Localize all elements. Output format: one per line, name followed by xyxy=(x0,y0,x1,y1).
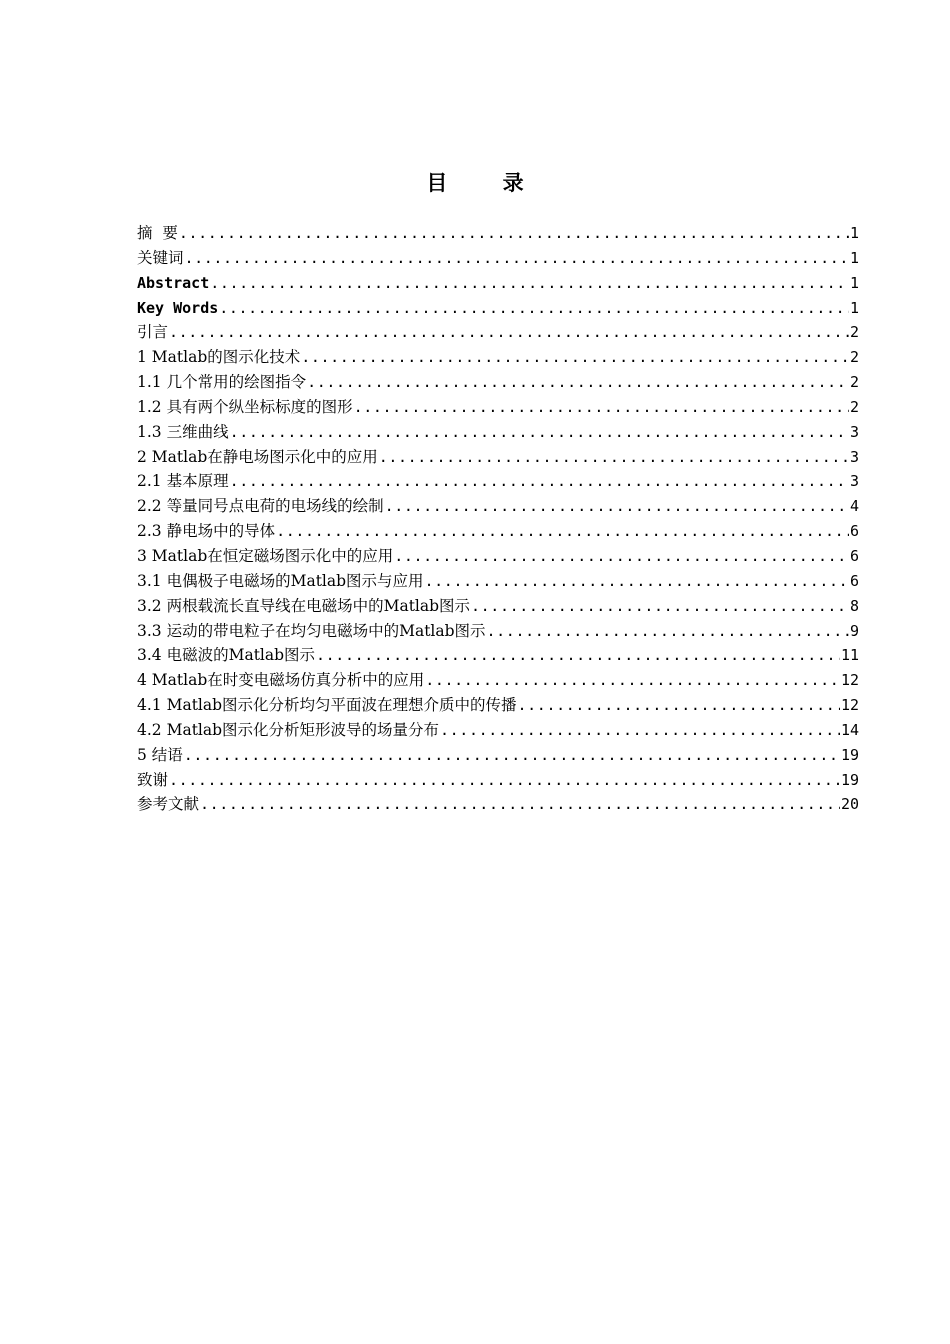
toc-entry[interactable] xyxy=(137,693,859,718)
toc-entry[interactable] xyxy=(137,221,859,246)
toc-entry-label: 4 Matlab在时变电磁场仿真分析中的应用 xyxy=(137,671,425,690)
toc-entry-label: Key Words xyxy=(137,298,219,317)
toc-entry-label: 3.2 两根载流长直导线在电磁场中的Matlab图示 xyxy=(137,596,471,615)
toc-entry-label: 致谢 xyxy=(137,770,169,789)
toc-entry-label: 关键词 xyxy=(137,248,184,267)
toc-entry-page-number: 1 xyxy=(849,273,859,292)
toc-entry-page-number: 12 xyxy=(840,671,859,690)
toc-entry-page-number: 3 xyxy=(849,447,859,466)
toc-leader-dots xyxy=(425,668,840,693)
toc-entry[interactable] xyxy=(137,370,859,395)
toc-leader-dots xyxy=(518,693,840,718)
toc-entry[interactable] xyxy=(137,395,859,420)
toc-leader-dots xyxy=(185,246,849,271)
toc-entry-label: 1.2 具有两个纵坐标标度的图形 xyxy=(137,397,353,416)
toc-entry-page-number: 12 xyxy=(840,696,859,715)
toc-entry-page-number: 1 xyxy=(849,248,859,267)
toc-entry-label: 2.3 静电场中的导体 xyxy=(137,522,276,541)
toc-entry-label: 4.2 Matlab图示化分析矩形波导的场量分布 xyxy=(137,720,440,739)
toc-entry[interactable] xyxy=(137,594,859,619)
toc-entry-label: 3 Matlab在恒定磁场图示化中的应用 xyxy=(137,546,394,565)
toc-leader-dots xyxy=(354,395,849,420)
toc-entry-label: Abstract xyxy=(137,273,210,292)
toc-entry[interactable] xyxy=(137,271,859,296)
toc-entry-label: 3.3 运动的带电粒子在均匀电磁场中的Matlab图示 xyxy=(137,621,486,640)
toc-entry-label: 参考文献 xyxy=(137,795,200,814)
toc-entry-label: 引言 xyxy=(137,323,169,342)
toc-entry[interactable] xyxy=(137,320,859,345)
toc-leader-dots xyxy=(425,569,849,594)
toc-leader-dots xyxy=(219,296,849,321)
toc-entry[interactable] xyxy=(137,619,859,644)
toc-entry[interactable] xyxy=(137,643,859,668)
toc-entry-page-number: 8 xyxy=(849,596,859,615)
toc-entry-page-number: 4 xyxy=(849,497,859,516)
toc-entry[interactable] xyxy=(137,469,859,494)
toc-entry-label: 4.1 Matlab图示化分析均匀平面波在理想介质中的传播 xyxy=(137,696,517,715)
toc-entry-label: 3.1 电偶极子电磁场的Matlab图示与应用 xyxy=(137,571,424,590)
toc-entry[interactable] xyxy=(137,246,859,271)
toc-leader-dots xyxy=(379,445,849,470)
toc-entry-page-number: 19 xyxy=(840,770,859,789)
toc-entry-page-number: 20 xyxy=(840,795,859,814)
toc-leader-dots xyxy=(307,370,849,395)
toc-entry-page-number: 2 xyxy=(849,373,859,392)
toc-entry[interactable] xyxy=(137,569,859,594)
toc-entry[interactable] xyxy=(137,296,859,321)
toc-entry-label: 1.1 几个常用的绘图指令 xyxy=(137,373,307,392)
toc-leader-dots xyxy=(316,643,840,668)
toc-entry-page-number: 6 xyxy=(849,571,859,590)
toc-entry-page-number: 6 xyxy=(849,522,859,541)
toc-leader-dots xyxy=(179,221,849,246)
toc-entry[interactable] xyxy=(137,494,859,519)
toc-leader-dots xyxy=(394,544,849,569)
toc-entry-label: 2.2 等量同号点电荷的电场线的绘制 xyxy=(137,497,384,516)
toc-entry-label: 5 结语 xyxy=(137,745,183,764)
toc-leader-dots xyxy=(210,271,849,296)
toc-entry[interactable] xyxy=(137,519,859,544)
toc-leader-dots xyxy=(471,594,849,619)
toc-leader-dots xyxy=(230,469,849,494)
toc-entry[interactable] xyxy=(137,792,859,817)
toc-entry-label: 2.1 基本原理 xyxy=(137,472,229,491)
toc-entry-page-number: 1 xyxy=(849,298,859,317)
toc-entry[interactable] xyxy=(137,768,859,793)
toc-entry-label: 3.4 电磁波的Matlab图示 xyxy=(137,646,316,665)
toc-leader-dots xyxy=(301,345,849,370)
toc-entry-page-number: 11 xyxy=(840,646,859,665)
toc-title: 目 录 xyxy=(426,171,548,195)
toc-leader-dots xyxy=(276,519,849,544)
toc-leader-dots xyxy=(230,420,849,445)
table-of-contents xyxy=(137,221,859,817)
toc-entry[interactable] xyxy=(137,345,859,370)
toc-entry-page-number: 14 xyxy=(840,720,859,739)
toc-entry-page-number: 2 xyxy=(849,397,859,416)
toc-entry[interactable] xyxy=(137,445,859,470)
toc-entry-page-number: 2 xyxy=(849,323,859,342)
toc-leader-dots xyxy=(487,619,849,644)
toc-leader-dots xyxy=(200,792,840,817)
toc-entry[interactable] xyxy=(137,544,859,569)
toc-entry-page-number: 3 xyxy=(849,422,859,441)
toc-entry[interactable] xyxy=(137,668,859,693)
toc-entry-label: 2 Matlab在静电场图示化中的应用 xyxy=(137,447,378,466)
toc-leader-dots xyxy=(385,494,849,519)
toc-leader-dots xyxy=(169,768,840,793)
toc-entry-label: 1.3 三维曲线 xyxy=(137,422,229,441)
toc-entry[interactable] xyxy=(137,743,859,768)
toc-entry-page-number: 19 xyxy=(840,745,859,764)
toc-leader-dots xyxy=(440,718,840,743)
toc-entry-label: 摘 要 xyxy=(137,224,178,242)
toc-entry-page-number: 2 xyxy=(849,348,859,367)
toc-entry-page-number: 1 xyxy=(849,224,859,242)
toc-entry-label: 1 Matlab的图示化技术 xyxy=(137,348,301,367)
toc-entry-page-number: 6 xyxy=(849,546,859,565)
toc-entry[interactable] xyxy=(137,420,859,445)
toc-entry-page-number: 3 xyxy=(849,472,859,491)
toc-entry[interactable] xyxy=(137,718,859,743)
toc-entry-page-number: 9 xyxy=(849,621,859,640)
toc-leader-dots xyxy=(169,320,849,345)
toc-leader-dots xyxy=(184,743,840,768)
